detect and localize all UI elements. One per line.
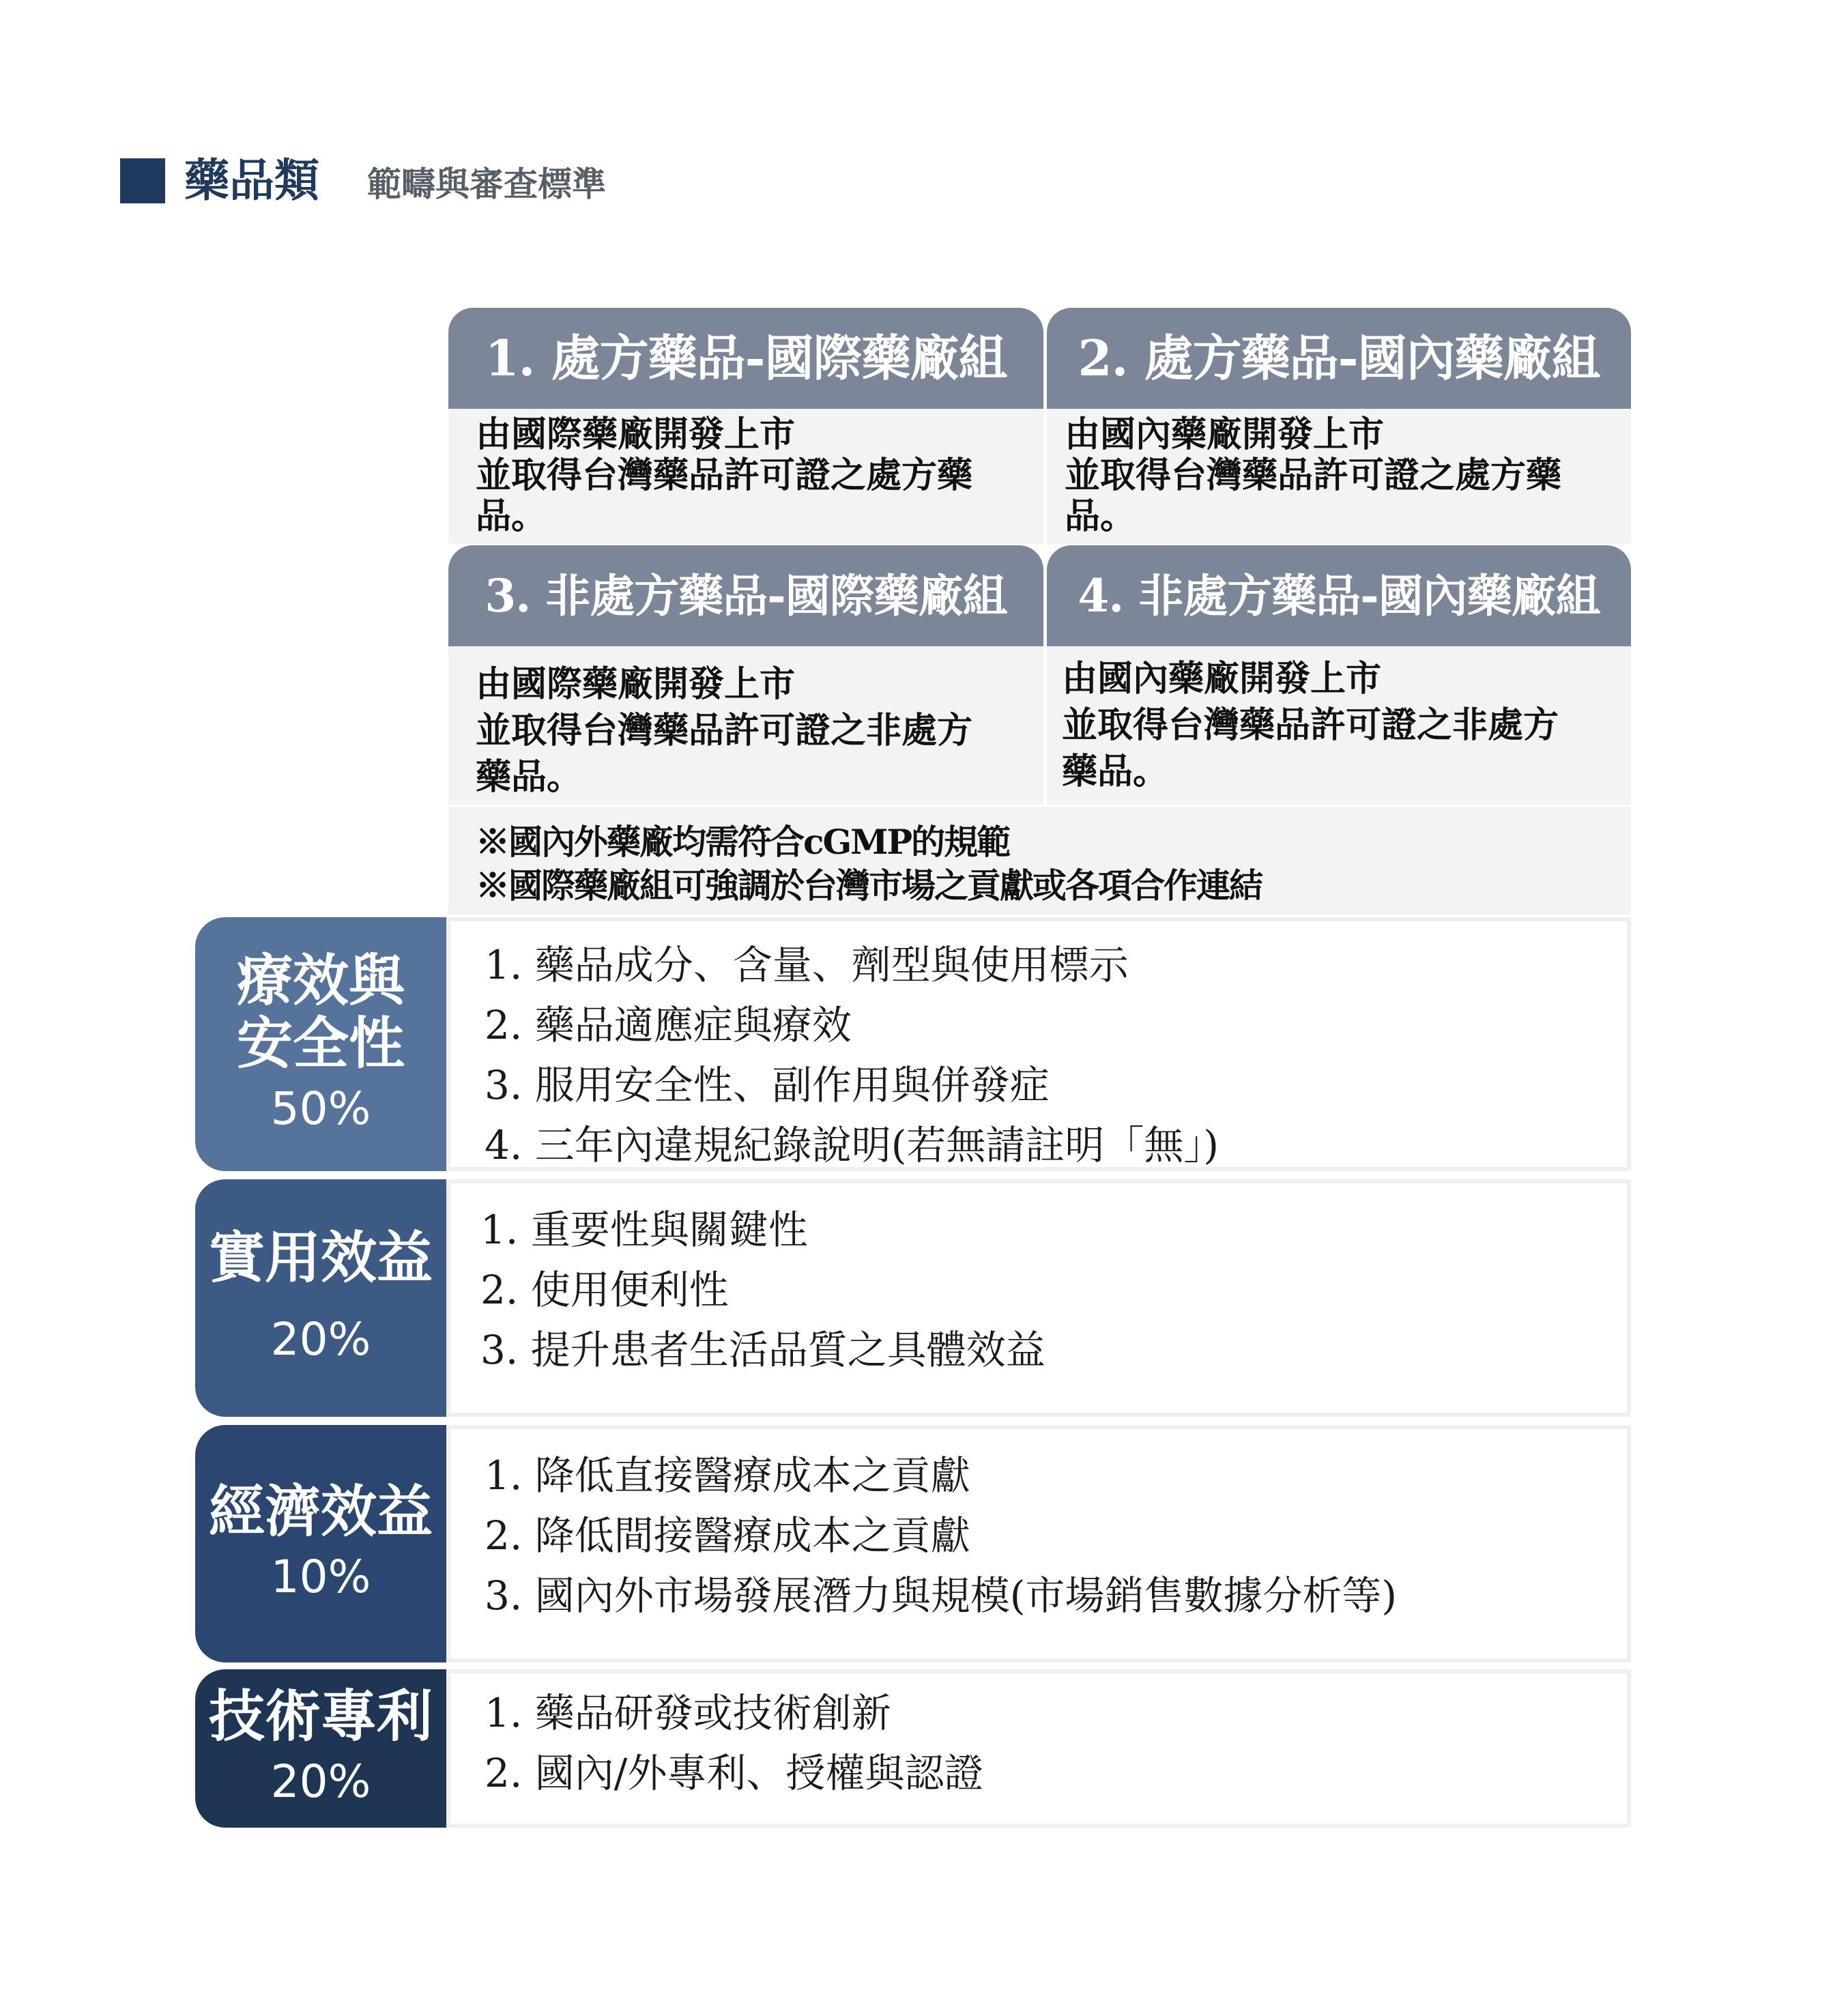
category-4-header: 4. 非處方藥品-國內藥廠組 xyxy=(1047,545,1631,646)
category-2-header: 2. 處方藥品-國內藥廠組 xyxy=(1047,308,1631,409)
category-4-body xyxy=(1047,646,1631,805)
criterion-4-label xyxy=(195,1669,446,1828)
list-item: 2. 使用便利性 xyxy=(480,1267,729,1313)
criterion-2-percent: 20% xyxy=(270,1313,371,1366)
note-line: ※國際藥廠組可強調於台灣市場之貢獻或各項合作連結 xyxy=(476,865,1262,906)
note-line: ※國內外藥廠均需符合cGMP的規範 xyxy=(476,822,1010,862)
criterion-2-name: 實用效益 xyxy=(208,1225,433,1291)
title-square-icon xyxy=(120,158,165,203)
list-item: 1. 藥品研發或技術創新 xyxy=(485,1690,891,1736)
page-subtitle: 範疇與審查標準 xyxy=(367,164,606,204)
list-item: 1. 降低直接醫療成本之貢獻 xyxy=(485,1452,970,1499)
criterion-3-percent: 10% xyxy=(270,1551,371,1603)
criterion-4-percent: 20% xyxy=(270,1755,371,1808)
category-1-line: 並取得台灣藥品許可證之處方藥 xyxy=(476,455,973,496)
list-item: 2. 國內/外專利、授權與認證 xyxy=(485,1750,984,1796)
list-item: 3. 國內外市場發展潛力與規模(市場銷售數據分析等) xyxy=(485,1572,1398,1619)
category-2-line: 由國內藥廠開發上市 xyxy=(1065,414,1385,455)
category-3-line: 藥品。 xyxy=(476,756,583,798)
criterion-1-list xyxy=(446,917,1631,1171)
criterion-1-percent: 50% xyxy=(270,1082,371,1135)
category-1-header: 1. 處方藥品-國際藥廠組 xyxy=(448,308,1043,409)
category-2-line: 品。 xyxy=(1065,495,1136,537)
list-item: 2. 降低間接醫療成本之貢獻 xyxy=(485,1512,970,1559)
criterion-4-list xyxy=(446,1669,1631,1828)
list-item: 1. 重要性與關鍵性 xyxy=(480,1207,808,1253)
criterion-2-label xyxy=(195,1179,446,1417)
criterion-1-name: 療效與 xyxy=(236,948,405,1013)
category-4-line: 由國內藥廠開發上市 xyxy=(1062,658,1382,700)
category-3-line: 由國際藥廠開發上市 xyxy=(476,663,796,705)
category-1-line: 由國際藥廠開發上市 xyxy=(476,414,796,455)
criterion-1-label xyxy=(195,917,446,1171)
list-item: 3. 提升患者生活品質之具體效益 xyxy=(480,1327,1045,1373)
list-item: 4. 三年內違規紀錄說明(若無請註明「無」) xyxy=(485,1122,1219,1168)
criterion-4-name: 技術專利 xyxy=(208,1684,433,1749)
criterion-3-name: 經濟效益 xyxy=(208,1479,433,1544)
notes-box xyxy=(448,807,1631,915)
category-4-line: 藥品。 xyxy=(1062,751,1169,792)
page-title: 藥品類 xyxy=(184,154,319,207)
criterion-3-label xyxy=(195,1425,446,1662)
category-3-header: 3. 非處方藥品-國際藥廠組 xyxy=(448,545,1043,646)
category-1-line: 品。 xyxy=(476,495,547,537)
list-item: 2. 藥品適應症與療效 xyxy=(485,1002,852,1048)
category-2-line: 並取得台灣藥品許可證之處方藥 xyxy=(1065,455,1562,496)
category-1-body xyxy=(448,409,1043,544)
category-2-body xyxy=(1047,409,1631,544)
criterion-3-list xyxy=(446,1425,1631,1662)
criterion-2-list xyxy=(446,1179,1631,1417)
list-item: 1. 藥品成分、含量、劑型與使用標示 xyxy=(485,942,1129,988)
criterion-1-name: 安全性 xyxy=(236,1011,405,1076)
category-3-body xyxy=(448,646,1043,805)
category-4-line: 並取得台灣藥品許可證之非處方 xyxy=(1062,704,1559,746)
list-item: 3. 服用安全性、副作用與併發症 xyxy=(485,1062,1050,1108)
category-3-line: 並取得台灣藥品許可證之非處方 xyxy=(476,710,973,751)
